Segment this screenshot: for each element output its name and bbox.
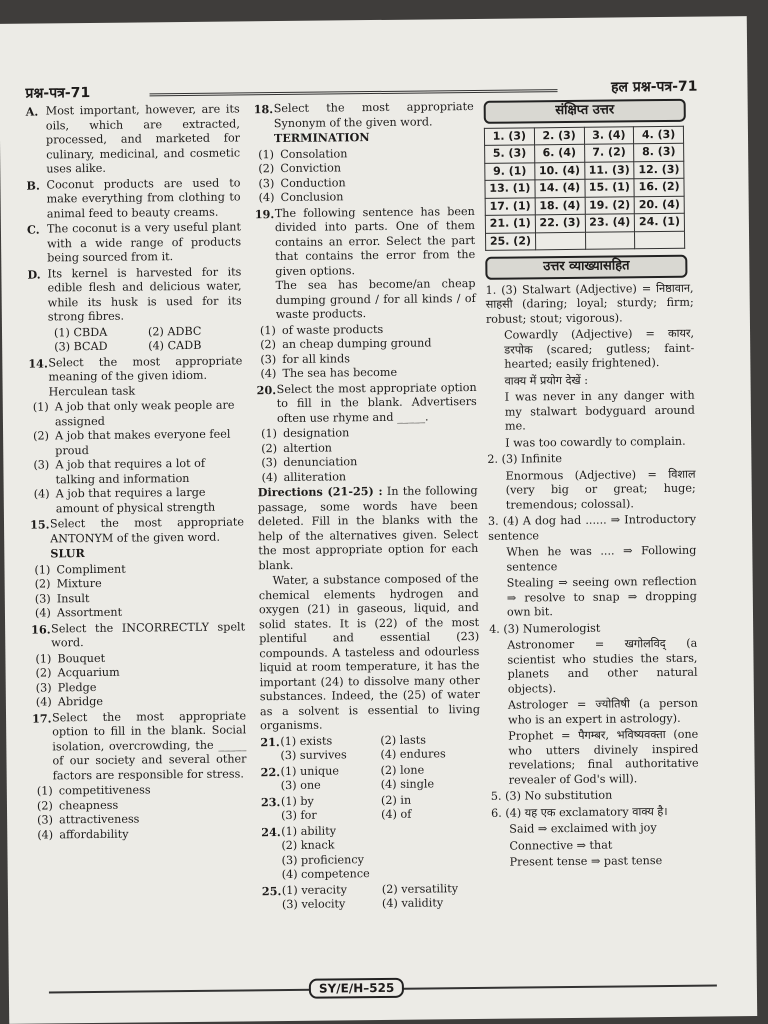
explanation-line: Astrologer = ज्योतिषी (a person who is an expert in astrology). [507, 696, 699, 727]
explanations [486, 281, 700, 870]
q15-option-3: (3) Insult [34, 591, 90, 606]
answer-cell: 18. (4) [535, 197, 585, 215]
answer-cell: 19. (2) [585, 196, 635, 214]
question-25: 25. (1) veracity (2) versatility (3) velocity (4) validity [261, 881, 459, 912]
page [0, 16, 757, 1024]
header-rule [150, 89, 558, 96]
answer-cell: 9. (1) [485, 162, 535, 180]
answer-cell: 7. (2) [584, 144, 634, 162]
answer-cell: 16. (2) [634, 178, 684, 196]
explanation-line: 3. (4) A dog had ...... ⇒ Introductory sentence [487, 512, 697, 543]
answer-cell: 12. (3) [634, 161, 684, 179]
answer-cell: 2. (3) [534, 127, 584, 145]
header-right: हल प्रश्न-पत्र-71 [610, 78, 698, 96]
q17-option-2: (2) cheapness [36, 798, 119, 813]
q15-option-4: (4) Assortment [34, 605, 123, 620]
q18-option-2: (2) Conviction [258, 161, 342, 176]
q14-option-4: (4) A job that requires a large amount of physical strength [33, 485, 216, 515]
header-left: प्रश्न-पत्र-71 [25, 84, 91, 102]
explanation-line: Present tense ⇒ past tense [509, 854, 663, 869]
answer-cell: 10. (4) [535, 162, 585, 180]
answer-cell: 21. (1) [485, 215, 535, 233]
explanation-line: I was never in any danger with my stalwart bodyguard around me. [504, 388, 695, 433]
column-1 [26, 101, 248, 842]
q20-option-2: (2) altertion [261, 440, 333, 455]
q18-option-1: (1) Consolation [258, 146, 348, 161]
explanation-line: Astronomer = खगोलविद् (a scientist who studies the stars, planets and other natural objects). [507, 636, 698, 696]
explanation-line: Stealing ⇒ seeing own reflection ⇒ resolve to snap ⇒ dropping own bit. [506, 574, 697, 619]
q16-option-3: (3) Pledge [35, 680, 97, 695]
answer-cell: 17. (1) [485, 197, 535, 215]
q19-option-2: (2) an cheap dumping ground [260, 336, 432, 352]
answer-row [485, 231, 684, 251]
q16-option-4: (4) Abridge [35, 694, 104, 709]
q19-option-4: (4) The sea has become [260, 365, 398, 381]
answer-cell: 4. (3) [634, 126, 684, 144]
q18-option-4: (4) Conclusion [258, 190, 344, 205]
question-22: 22. (1) unique (2) lone (3) one (4) single [260, 763, 435, 793]
para-c: C. The coconut is a very useful plant with a wide range of products being sourced from it. [26, 220, 242, 265]
q20-option-3: (3) denunciation [261, 455, 358, 470]
explanation-line: 1. (3) Stalwart (Adjective) = निष्ठावान, साहसी (daring; loyal; sturdy; firm; robust; stout; vigorous). [485, 281, 694, 326]
answer-cell [585, 231, 635, 249]
q14-option-2: (2) A job that makes everyone feel proud [33, 427, 231, 457]
explanation-line: 4. (3) Numerologist [489, 621, 601, 636]
answer-cell: 25. (2) [485, 232, 535, 250]
para-b: B. Coconut products are used to make everything from clothing to animal feed to beauty creams. [26, 175, 241, 220]
question-17: 17. Select the most appropriate option to fill in the blank. Social isolation, overcrowding, the _____ of our society and several other factors are responsible for stress. [31, 708, 247, 782]
q15-option-2: (2) Mixture [34, 576, 102, 591]
answer-cell: 6. (4) [534, 144, 584, 162]
page-number: SY/E/H–525 [309, 978, 405, 999]
explanation-line: 2. (3) Infinite [487, 452, 563, 466]
explanation-line: I was too cowardly to complain. [505, 434, 686, 450]
answer-cell: 15. (1) [584, 179, 634, 197]
question-23: 23. (1) by (2) in (3) for (4) of [260, 793, 412, 823]
brief-answers-banner: संक्षिप्त उत्तर [484, 99, 686, 124]
para-a: A. Most important, however, are its oils, which are extracted, processed, and marketed for culinary, medicinal, and cosmetic uses alike. [25, 102, 241, 176]
answer-cell [535, 232, 585, 250]
explained-answers-banner: उत्तर व्याख्यासहित [485, 255, 687, 280]
q17-option-4: (4) affordability [37, 827, 129, 842]
passage: Water, a substance composed of the chemical elements hydrogen and oxygen (21) in gaseous, liquid, and solid states. It is (22) of the most plentiful and essential (23) compounds. A tasteless and odourless liquid at room temperature, it has the important (24) to dissolve many other substances. Indeed, the (25) of water as a solvent is essential to living organisms. [258, 571, 481, 733]
answer-row [485, 178, 684, 198]
question-18: 18. Select the most appropriate Synonym of the given word. TERMINATION [253, 99, 474, 146]
answer-cell [635, 231, 685, 249]
column-3 [484, 97, 700, 873]
q16-option-1: (1) Bouquet [35, 651, 106, 666]
question-21: 21. (1) exists (2) lasts (3) survives (4) endures [260, 733, 446, 763]
explanation-line: Said ⇒ exclaimed with joy [509, 821, 657, 836]
answer-cell: 1. (3) [484, 127, 534, 145]
q20-option-4: (4) alliteration [261, 469, 347, 484]
explanation-line: 5. (3) No substitution [490, 788, 613, 803]
answer-row [484, 126, 683, 146]
explanation-line: 6. (4) यह एक exclamatory वाक्य है। [491, 804, 668, 820]
q19-option-1: (1) of waste products [259, 322, 384, 337]
explanation-line: Prophet = पैगम्बर, भविष्यवक्ता (one who utters divinely inspired revelations; final authoritative revealer of God's will). [508, 727, 699, 787]
q13-options-row2: (3) BCAD (4) CADB [54, 338, 202, 354]
directions-21-25: Directions (21-25) : In the following passage, some words have been deleted. Fill in the blanks with the help of the alternatives given. Select the most appropriate option for each blank. [257, 483, 479, 572]
answer-cell: 3. (4) [584, 126, 634, 144]
q16-option-2: (2) Acquarium [35, 665, 120, 680]
answer-cell: 8. (3) [634, 143, 684, 161]
q19-option-3: (3) for all kinds [260, 351, 351, 366]
answer-row [485, 196, 684, 216]
answer-cell: 14. (4) [535, 179, 585, 197]
answer-row [485, 161, 684, 181]
answer-cell: 13. (1) [485, 180, 535, 198]
explanation-line: वाक्य में प्रयोग देखें : [504, 373, 589, 388]
q20-option-1: (1) designation [261, 426, 350, 441]
answer-row [485, 213, 684, 233]
answer-cell: 20. (4) [634, 196, 684, 214]
question-24: 24. (1) ability (2) knack (3) proficiency (4) competence [261, 823, 370, 882]
question-20: 20. Select the most appropriate option to fill in the blank. Advertisers often use rhyme and _____. [256, 380, 477, 425]
q14-option-3: (3) A job that requires a lot of talking and information [33, 456, 206, 486]
answer-row [485, 143, 684, 163]
q17-option-1: (1) competitiveness [36, 783, 151, 798]
q17-option-3: (3) attractiveness [37, 812, 140, 827]
question-16: 16. Select the INCORRECTLY spelt word. [31, 619, 246, 650]
answer-cell: 24. (1) [635, 213, 685, 231]
q15-option-1: (1) Compliment [34, 562, 126, 577]
question-14: 14. Select the most appropriate meaning of the given idiom. Herculean task [28, 353, 243, 398]
q18-option-3: (3) Conduction [258, 175, 346, 190]
answer-cell: 23. (4) [585, 214, 635, 232]
answer-cell: 11. (3) [584, 161, 634, 179]
explanation-line: Connective ⇒ that [509, 838, 613, 853]
explanation-line: Cowardly (Adjective) = कायर, डरपोक (scared; gutless; faint-hearted; easily frightened). [504, 326, 695, 371]
answer-cell: 5. (3) [485, 145, 535, 163]
explanation-line: When he was .... ⇒ Following sentence [506, 543, 697, 574]
para-d: D. Its kernel is harvested for its edible flesh and delicious water, while its husk is used for its strong fibres. [27, 264, 242, 324]
question-15: 15. Select the most appropriate ANTONYM of the given word. SLUR [29, 515, 245, 561]
answer-key-table [484, 125, 685, 251]
q14-option-1: (1) A job that only weak people are assigned [32, 398, 235, 428]
explanation-line: Enormous (Adjective) = विशाल (very big or great; huge; tremendous; colossal). [505, 467, 696, 512]
q13-options-row1: (1) CBDA (2) ADBC [53, 324, 202, 339]
column-2 [254, 99, 482, 914]
answer-cell: 22. (3) [535, 214, 585, 232]
question-19: 19. The following sentence has been divided into parts. One of them contains an error. Select the part that contains the error from the given options. The sea has become/an cheap dumping ground / for all kinds / of waste products. [254, 204, 476, 322]
